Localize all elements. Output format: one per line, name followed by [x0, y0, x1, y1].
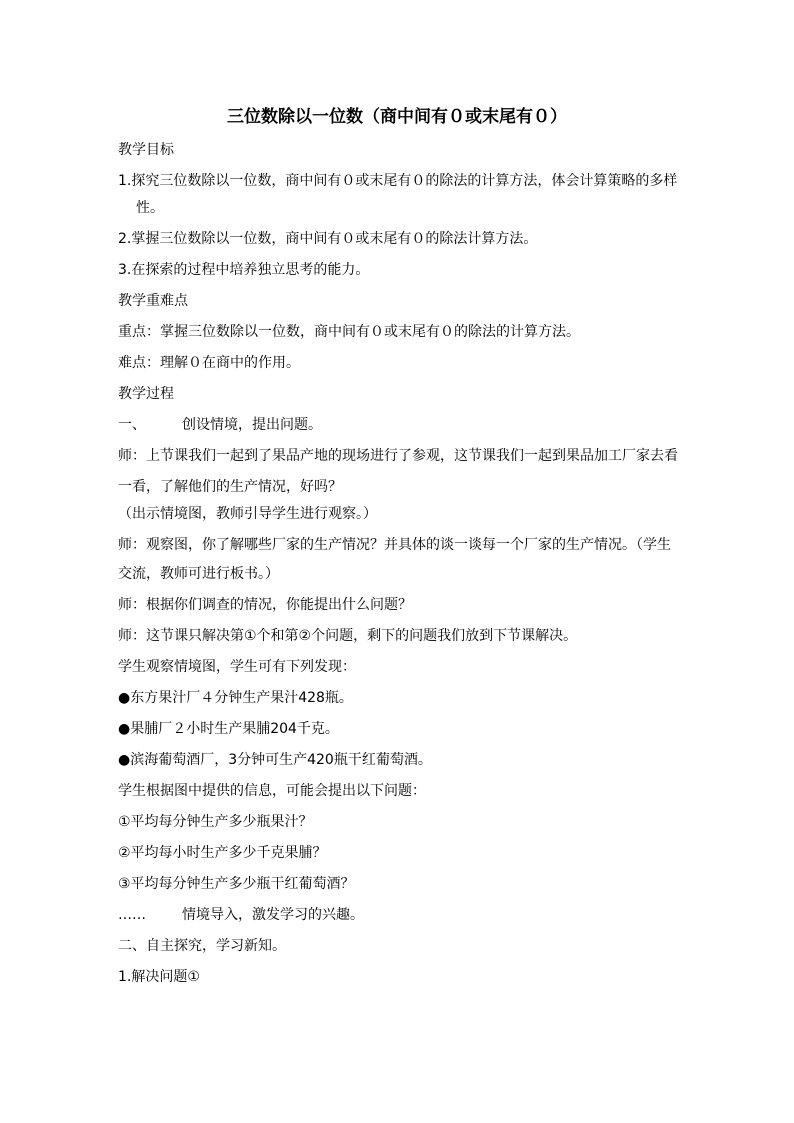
question-3: ③平均每分钟生产多少瓶干红葡萄酒？ — [118, 876, 355, 892]
instruction-show-picture: （出示情境图，教师引导学生进行观察。） — [118, 506, 377, 522]
document-title: 三位数除以一位数（商中间有０或末尾有０） — [227, 107, 567, 127]
finding-2: ●果脯厂２小时生产果脯204千克。 — [118, 721, 339, 737]
finding-3: ●滨海葡萄酒厂，3分钟可生产420瓶干红葡萄酒。 — [118, 752, 432, 768]
finding-1: ●东方果汁厂４分钟生产果汁428瓶。 — [118, 690, 353, 706]
objective-2: 2.掌握三位数除以一位数，商中间有０或末尾有０的除法计算方法。 — [118, 231, 538, 247]
difficult-point: 难点：理解０在商中的作用。 — [118, 355, 300, 371]
document-body — [118, 140, 678, 987]
situation-note — [118, 905, 678, 925]
student-questions-intro: 学生根据图中提供的信息，可能会提出以下问题： — [118, 783, 426, 799]
student-observation: 学生观察情境图，学生可有下列发现： — [118, 659, 356, 675]
question-2: ②平均每小时生产多少千克果脯？ — [118, 845, 327, 861]
ellipsis: …… — [118, 907, 146, 923]
question-1: ①平均每分钟生产多少瓶果汁？ — [118, 814, 313, 830]
section-1-heading — [118, 415, 678, 435]
heading-objectives: 教学目标 — [118, 142, 174, 158]
objective-1-continued: 性。 — [136, 200, 164, 216]
teacher-line-1-continued: 一看，了解他们的生产情况，好吗？ — [118, 479, 342, 495]
solve-problem-1: 1.解决问题① — [118, 969, 200, 985]
teacher-line-4: 师：这节课只解决第①个和第②个问题，剩下的问题我们放到下节课解决。 — [118, 628, 578, 644]
teacher-line-2: 师：观察图，你了解哪些厂家的生产情况？并具体的谈一谈每一个厂家的生产情况。（学生 — [118, 537, 671, 553]
heading-process: 教学过程 — [118, 386, 174, 402]
section-1-text: 创设情境，提出问题。 — [182, 417, 322, 433]
objective-3: 3.在探索的过程中培养独立思考的能力。 — [118, 262, 370, 278]
section-2-heading: 二、自主探究，学习新知。 — [118, 938, 286, 954]
section-1-number: 一、 — [118, 417, 146, 433]
teacher-line-3: 师：根据你们调查的情况，你能提出什么问题？ — [118, 597, 412, 613]
objective-1: 1.探究三位数除以一位数，商中间有０或末尾有０的除法的计算方法，体会计算策略的多样 — [118, 173, 678, 189]
heading-key-points: 教学重难点 — [118, 293, 188, 309]
situation-note-text: 情境导入，激发学习的兴趣。 — [182, 907, 364, 923]
key-point: 重点：掌握三位数除以一位数，商中间有０或末尾有０的除法的计算方法。 — [118, 324, 580, 340]
teacher-line-1: 师：上节课我们一起到了果品产地的现场进行了参观，这节课我们一起到果品加工厂家去看 — [118, 448, 678, 464]
teacher-line-2-continued: 交流，教师可进行板书。） — [118, 566, 279, 582]
